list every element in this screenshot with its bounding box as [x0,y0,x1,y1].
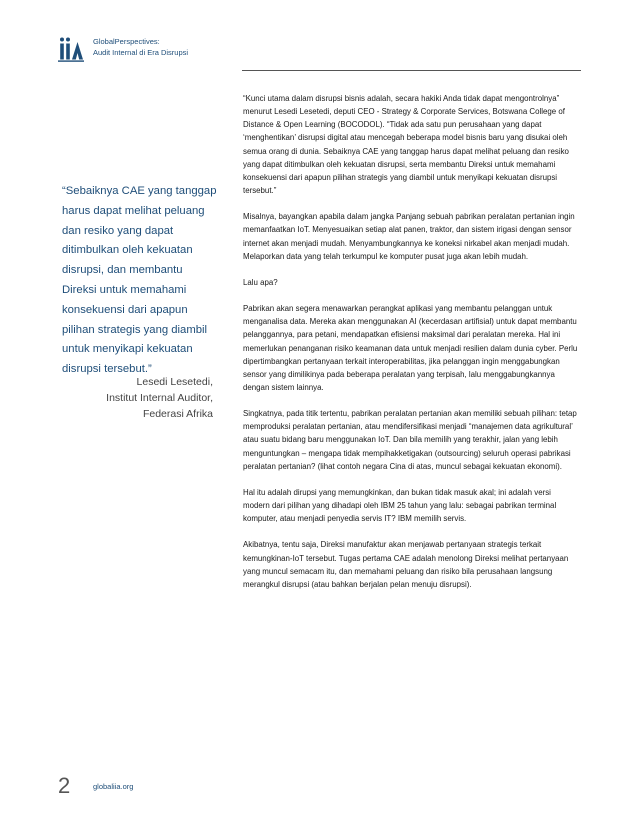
paragraph-intro: “Kunci utama dalam disrupsi bisnis adalah, secara hakiki Anda tidak dapat mengontrolnya” menurut Lesedi Lesetedi, deputi CEO - Strategy & Corporate Services, Botswana College of Distance & Open Learning (BOCODOL). “Tidak ada satu pun perusahaan yang dapat ‘menghentikan’ disrupsi digital atau mencegah beberapa model bisnis baru yang disukai oleh semua orang di dunia. Sebaiknya CAE yang tanggap harus dapat melihat peluang dan resiko yang dapat ditimbulkan oleh kekuatan disrupsi, serta membantu Direksi untuk memahami konsekuensi dari apapun pilihan strategis yang diambil untuk menyikapi kekuatan disrupsi tersebut.” [243,94,569,196]
paragraph-example: Misalnya, bayangkan apabila dalam jangka Panjang sebuah pabrikan peralatan pertanian ingin memanfaatkan IoT. Menyesuaikan setiap alat panen, traktor, dan sistem irigasi dengan sensor internet akan menjadi mudah. Menyambungkannya ke koneksi nirkabel akan menjadi mudah. Melaporkan data yang telah terkumpul ke komputer pusat juga akan lebih mudah. [243,212,575,261]
running-header [93,37,188,58]
paragraph-conclusion: Akibatnya, tentu saja, Direksi manufaktur akan menjawab pertanyaan strategis terkait kemungkinan-IoT tersebut. Tugas pertama CAE adalah menolong Direksi melihat pertanyaan yang muncul semacam itu, dan memahami peluang dan risiko bila perusahaan langsung merangkul disrupsi (atau bahkan berjalan pelan menuju disrupsi). [243,540,569,589]
header-divider [242,70,581,71]
attribution-org: Federasi Afrika [142,408,213,421]
quote-attribution [62,374,213,423]
pull-quote [62,182,220,380]
iia-logo-icon [58,36,84,62]
article-body [243,92,579,604]
attribution-role: Institut Internal Auditor, [106,392,213,405]
page-number: 2 [58,773,71,798]
attribution-name: Lesedi Lesetedi, [136,376,213,388]
paragraph-question: Lalu apa? [243,277,278,287]
paragraph-ai: Pabrikan akan segera menawarkan perangkat aplikasi yang membantu pelanggan untuk menganalisa data. Mereka akan menggunakan AI (kecerdasan artifisial) untuk dapat membantu pelanggannya, para petani, mendapatkan efisiensi maksimal dari peralatan mereka. Hal ini memerlukan penanganan risiko keamanan data untuk menjadi resilien dalam dunia cyber. Perlu dipertimbangkan pertanyaan terkait interoperabilitas, jika pelanggan ingin menggabungkan sensor yang dimilikinya pada beberapa peralatan yang terpisah, lalu menggabungkannya dengan sistem lainnya. [243,304,578,392]
pull-quote-text: “Sebaiknya CAE yang tanggap harus dapat melihat peluang dan resiko yang dapat ditimbulkan oleh kekuatan disrupsi, dan membantu Direksi untuk memahami konsekuensi dari apapun pilihan strategis yang diambil untuk menyikapi kekuatan disrupsi tersebut.” [62,185,217,376]
header-series-title: GlobalPerspectives: [93,37,160,46]
header-report-title: Audit Internal di Era Disrupsi [93,47,189,57]
paragraph-choice: Singkatnya, pada titik tertentu, pabrikan peralatan pertanian akan memiliki sebuah pilihan: tetap memproduksi peralatan pertanian, atau mendifersifikasi menjadi “manajemen data agrikultural’ atau suatu bidang baru menggunakan IoT. Dan bila memilih yang terakhir, jalan yang lebih menguntungkan – mengapa tidak mempihakketigakan (outsourcing) seluruh operasi pabrikasi peralatan pertanian? (lihat contoh negara Cina di atas, muncul sebagai kekuatan ekonomi). [243,409,577,471]
website-link[interactable]: globaliia.org [93,782,134,791]
paragraph-ibm: Hal itu adalah dirupsi yang memungkinkan, dan bukan tidak masuk akal; ini adalah versi modern dari pilihan yang dihadapi oleh IBM 25 tahun yang lalu: sebagai pabrikan terminal komputer, atau menjadi penyedia servis IT? IBM memilih servis. [243,487,557,524]
